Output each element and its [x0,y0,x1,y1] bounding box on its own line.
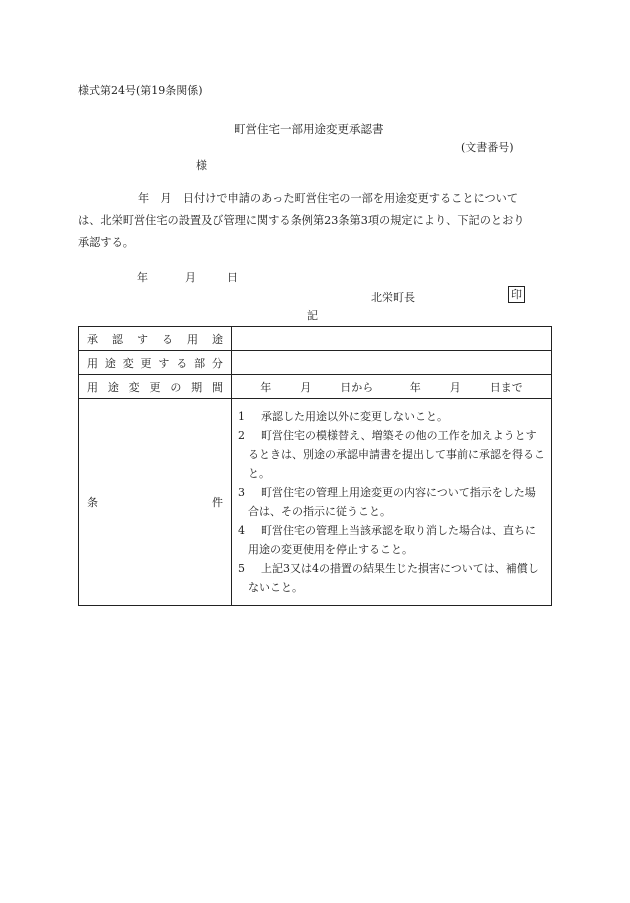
label-char: る [176,356,188,370]
row-label-conditions [79,399,232,606]
approval-table [78,326,552,606]
label-char: 部 [194,356,206,370]
label-char: 承 [87,332,98,346]
issue-date [137,269,238,285]
label-char: す [158,356,170,370]
table-row [79,399,552,606]
period-end-day: 日まで [489,380,523,394]
date-month: 月 [185,271,196,284]
condition-item [238,407,545,426]
condition-text: 町営住宅の管理上当該承認を取り消した場合は、直ちに用途の変更使用を停止すること。 [248,524,536,556]
label-char: 用 [187,332,198,346]
label-char: 更 [149,380,161,394]
seal-mark: 印 [508,286,525,303]
condition-item [238,559,545,597]
label-char: 途 [212,332,223,346]
condition-item [238,483,545,521]
condition-number: 2 [238,429,245,442]
issuer-name: 北栄町長 [371,291,415,304]
date-year: 年 [137,271,148,284]
conditions-list [232,401,551,603]
label-char: 認 [112,332,123,346]
label-char: の [170,380,182,394]
approved-use-value [232,327,552,351]
period-start-year: 年 [260,380,272,394]
condition-number: 3 [238,486,245,499]
ki-heading: 記 [307,309,318,322]
document-number: (文書番号) [461,141,514,154]
document-title: 町営住宅一部用途変更承認書 [234,122,384,136]
label-char: 間 [211,380,223,394]
condition-number: 4 [238,524,245,537]
statement-line-3: 承認する。 [78,236,134,249]
changed-part-value [232,351,552,375]
condition-text: 上記3又は4の措置の結果生じた損害については、補償しないこと。 [248,562,539,594]
label-char: 変 [122,356,134,370]
table-row [79,375,552,399]
label-char: 用 [87,356,98,370]
table-row [79,327,552,351]
row-label-changed-part [79,351,232,375]
label-char: 用 [87,380,98,394]
label-char: 分 [211,356,223,370]
label-char: 途 [104,356,116,370]
approval-statement [78,188,552,254]
statement-line-2: は、北栄町営住宅の設置及び管理に関する条例第23条第3項の規定により、下記のとおり [78,214,525,227]
table-row [79,351,552,375]
condition-text: 承認した用途以外に変更しないこと。 [261,410,448,423]
condition-text: 町営住宅の管理上用途変更の内容について指示をした場合は、その指示に従うこと。 [248,486,536,518]
row-label-approved-use [79,327,232,351]
label-char: 変 [128,380,140,394]
label-char: す [137,332,148,346]
label-char: る [162,332,173,346]
period-end-year: 年 [409,380,421,394]
change-period-value [232,375,552,399]
label-char: 期 [191,380,203,394]
addressee-suffix: 様 [196,159,207,172]
period-start-month: 月 [300,380,312,394]
label-char: 途 [107,380,119,394]
label-char: 条 [87,496,98,509]
label-char: 件 [212,496,223,509]
condition-text: 町営住宅の模様替え、増築その他の工作を加えようとするときは、別途の承認申請書を提出して事前に承認を得ること。 [248,429,545,480]
period-start-day: 日から [340,380,374,394]
condition-number: 5 [238,562,245,575]
form-number: 様式第24号(第19条関係) [78,84,203,97]
condition-number: 1 [238,410,245,423]
condition-item [238,521,545,559]
row-label-change-period [79,375,232,399]
statement-line-1: 年 月 日付けで申請のあった町営住宅の一部を用途変更することについて [138,192,519,205]
period-end-month: 月 [449,380,461,394]
label-char: 更 [140,356,152,370]
condition-item [238,426,545,483]
date-day: 日 [227,271,238,284]
conditions-value [232,399,552,606]
